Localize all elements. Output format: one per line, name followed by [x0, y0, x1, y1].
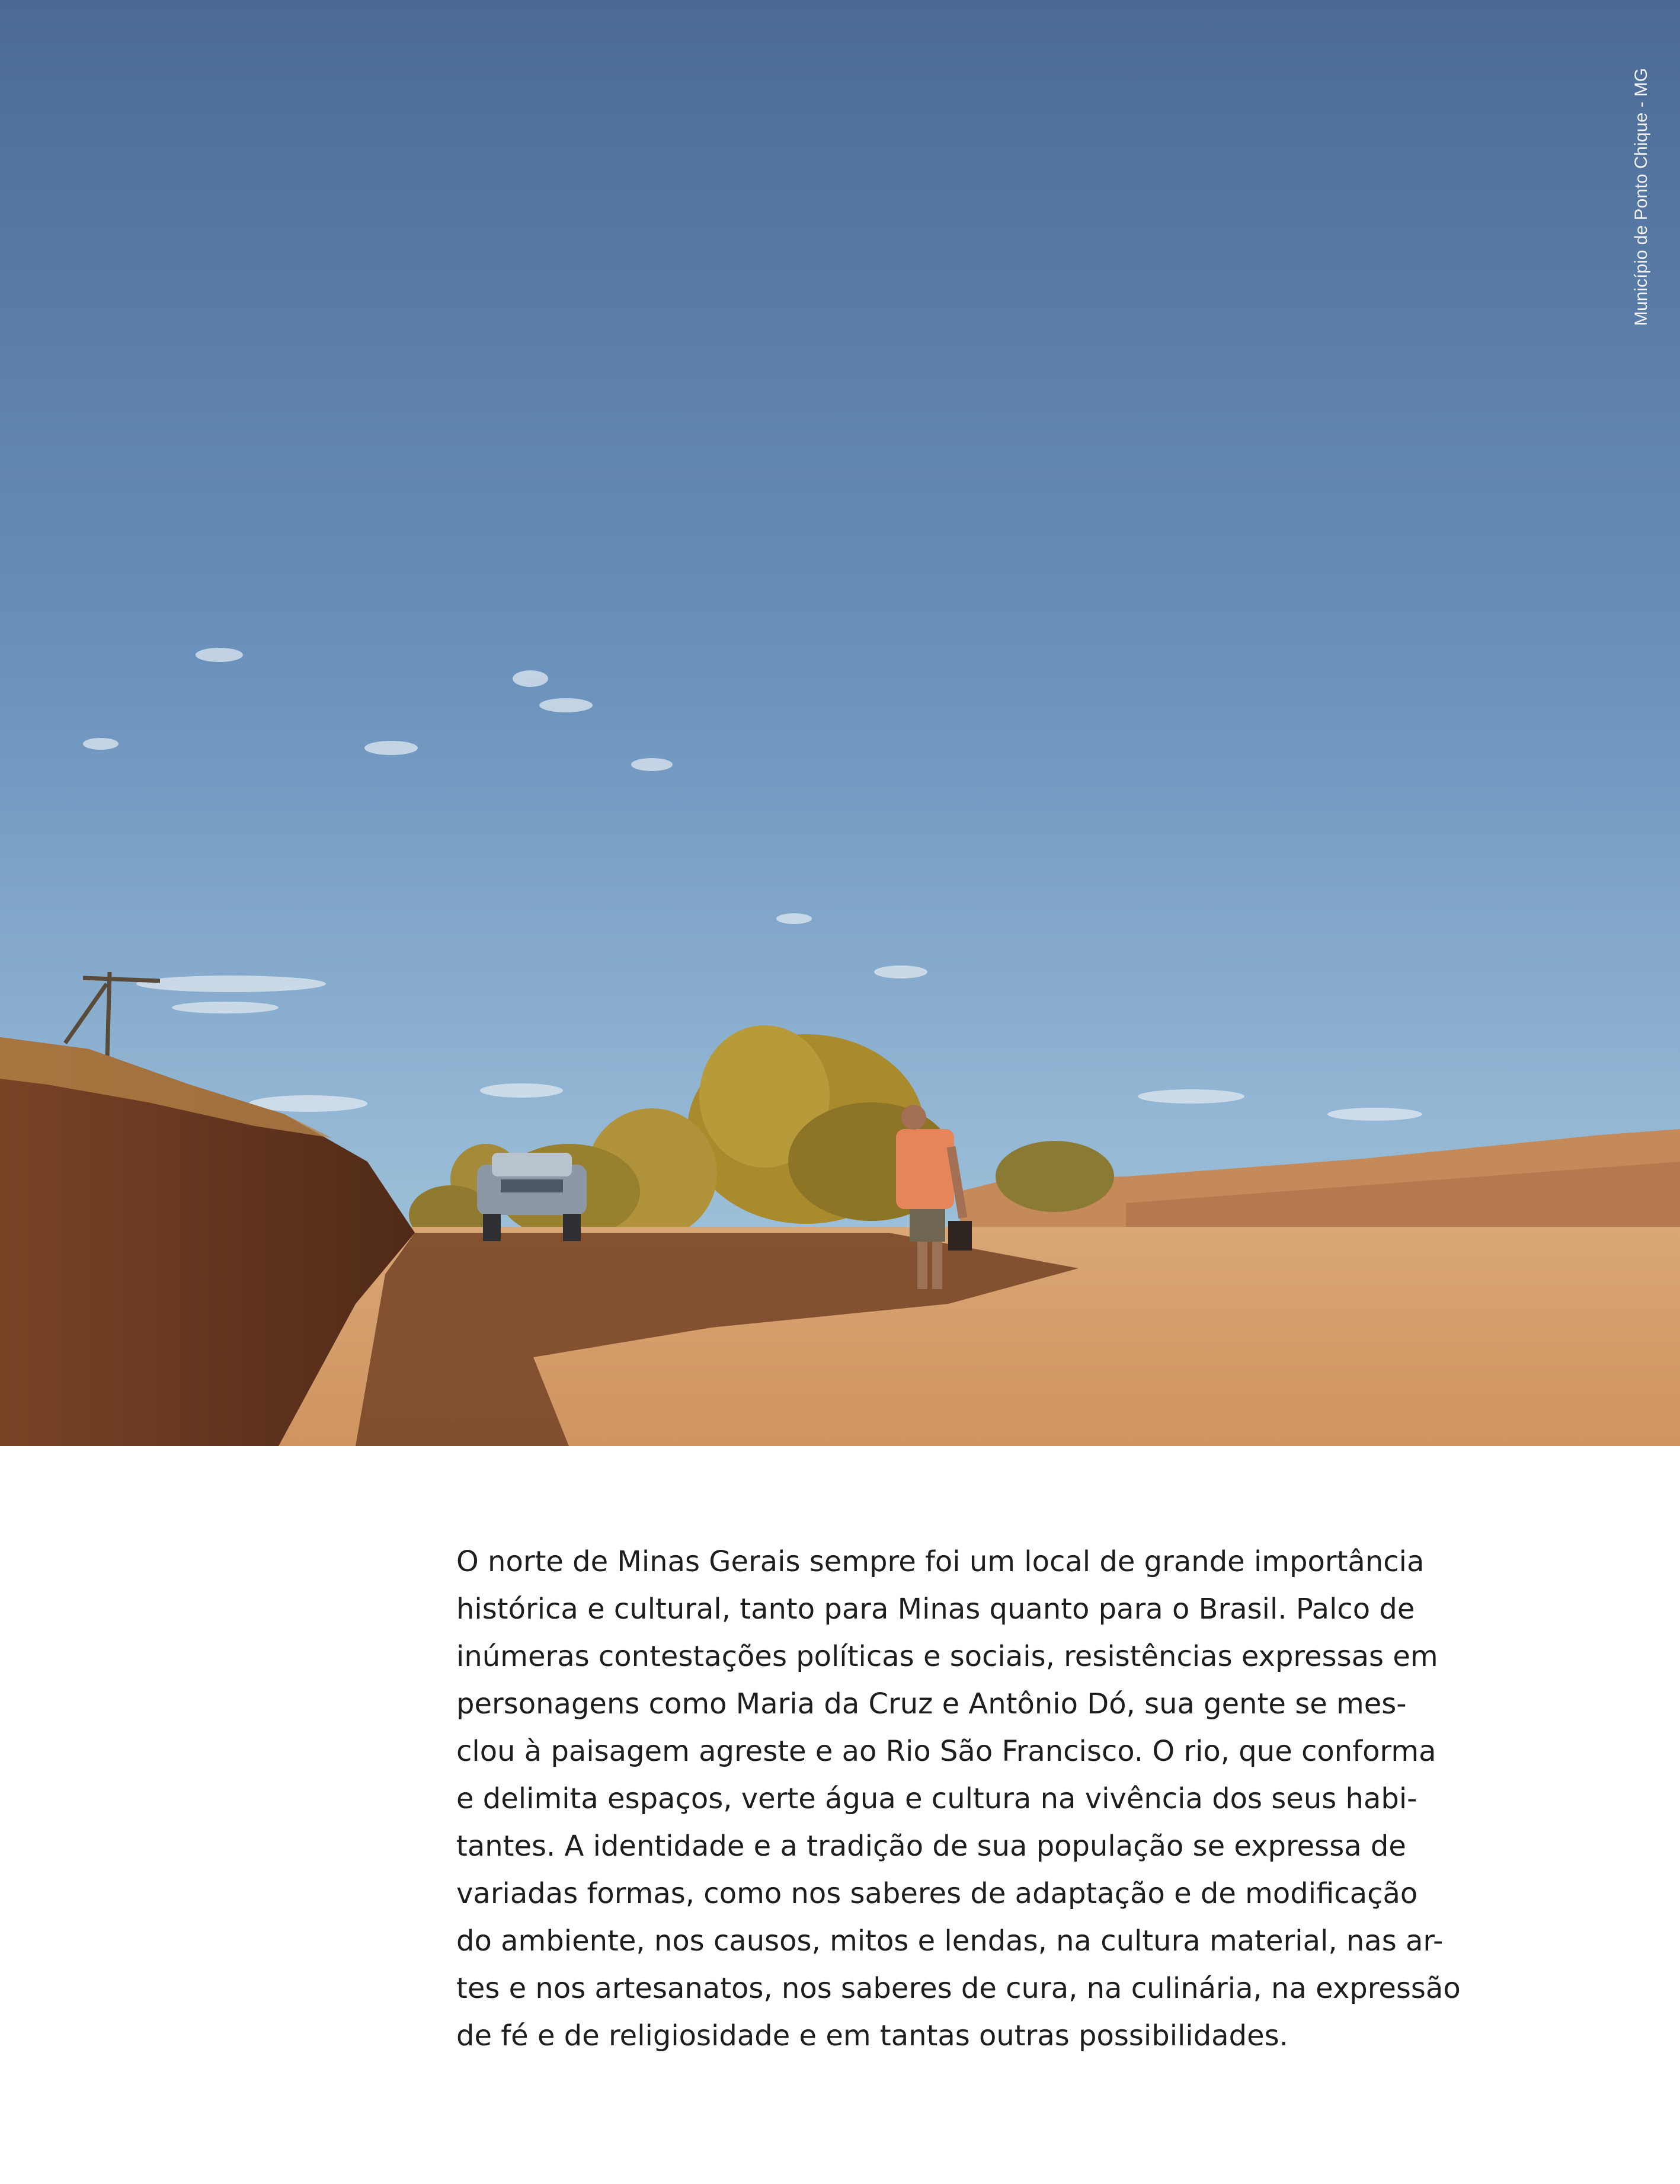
article-body	[456, 1538, 1461, 2060]
photo-credit: Município de Ponto Chique - MG	[1631, 68, 1651, 326]
body-line: de fé e de religiosidade e em tantas outras possibilidades.	[456, 2019, 1288, 2052]
body-line: variadas formas, como nos saberes de adaptação e de modificação	[456, 1877, 1418, 1910]
body-line: do ambiente, nos causos, mitos e lendas, na cultura material, nas ar-	[456, 1924, 1444, 1958]
body-line: inúmeras contestações políticas e sociais, resistências expressas em	[456, 1640, 1438, 1673]
body-line: e delimita espaços, verte água e cultura na vivência dos seus habi-	[456, 1782, 1417, 1815]
body-line: personagens como Maria da Cruz e Antônio Dó, sua gente se mes-	[456, 1687, 1407, 1721]
body-line: O norte de Minas Gerais sempre foi um local de grande importância	[456, 1545, 1425, 1578]
body-line: tes e nos artesanatos, nos saberes de cura, na culinária, na expressão	[456, 1972, 1461, 2005]
body-line: tantes. A identidade e a tradição de sua população se expressa de	[456, 1830, 1406, 1863]
body-line: histórica e cultural, tanto para Minas quanto para o Brasil. Palco de	[456, 1593, 1415, 1626]
body-line: clou à paisagem agreste e ao Rio São Francisco. O rio, que conforma	[456, 1735, 1436, 1768]
